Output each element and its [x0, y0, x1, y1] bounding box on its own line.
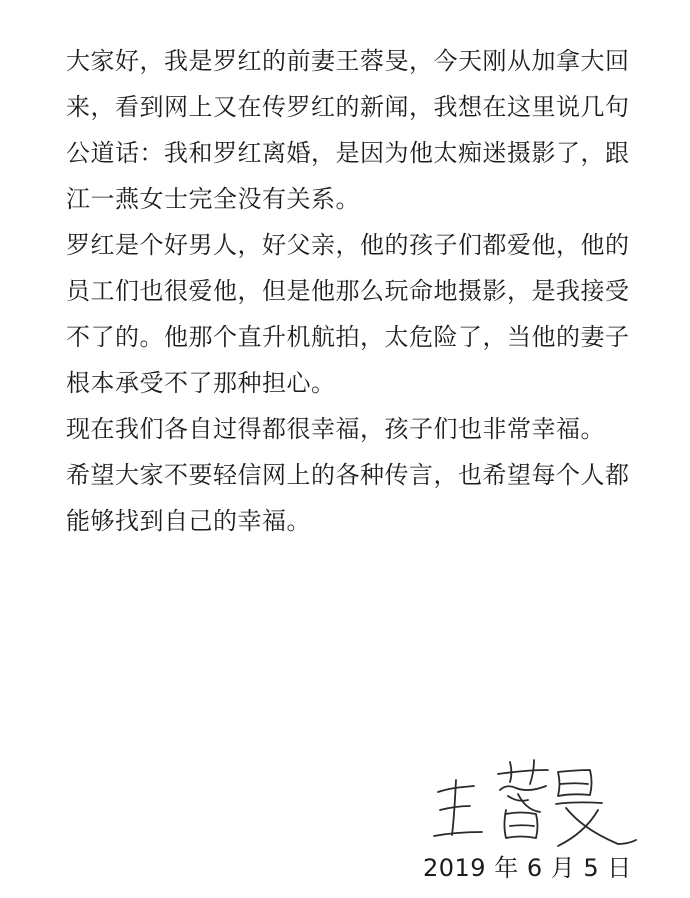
text-line: 不了的。他那个直升机航拍，太危险了，当他的妻子 — [66, 323, 630, 351]
paragraph-2 — [66, 222, 646, 406]
paragraph-4 — [66, 452, 646, 544]
text-line: 公道话：我和罗红离婚，是因为他太痴迷摄影了，跟 — [66, 139, 630, 167]
text-line: 现在我们各自过得都很幸福，孩子们也非常幸福。 — [66, 415, 605, 443]
letter-date: 2019 年 6 月 5 日 — [423, 854, 632, 882]
text-line: 大家好，我是罗红的前妻王蓉旻，今天刚从加拿大回 — [66, 47, 630, 75]
letter-body — [66, 38, 646, 544]
text-line: 来，看到网上又在传罗红的新闻，我想在这里说几句 — [66, 93, 630, 121]
text-line: 能够找到自己的幸福。 — [66, 507, 311, 535]
paragraph-1 — [66, 38, 646, 222]
text-line: 员工们也很爱他，但是他那么玩命地摄影，是我接受 — [66, 277, 630, 305]
text-line: 希望大家不要轻信网上的各种传言，也希望每个人都 — [66, 461, 630, 489]
text-line: 罗红是个好男人，好父亲，他的孩子们都爱他，他的 — [66, 231, 630, 259]
text-line: 根本承受不了那种担心。 — [66, 369, 336, 397]
text-line: 江一燕女士完全没有关系。 — [66, 185, 360, 213]
paragraph-3 — [66, 406, 646, 452]
handwritten-signature — [430, 740, 640, 850]
